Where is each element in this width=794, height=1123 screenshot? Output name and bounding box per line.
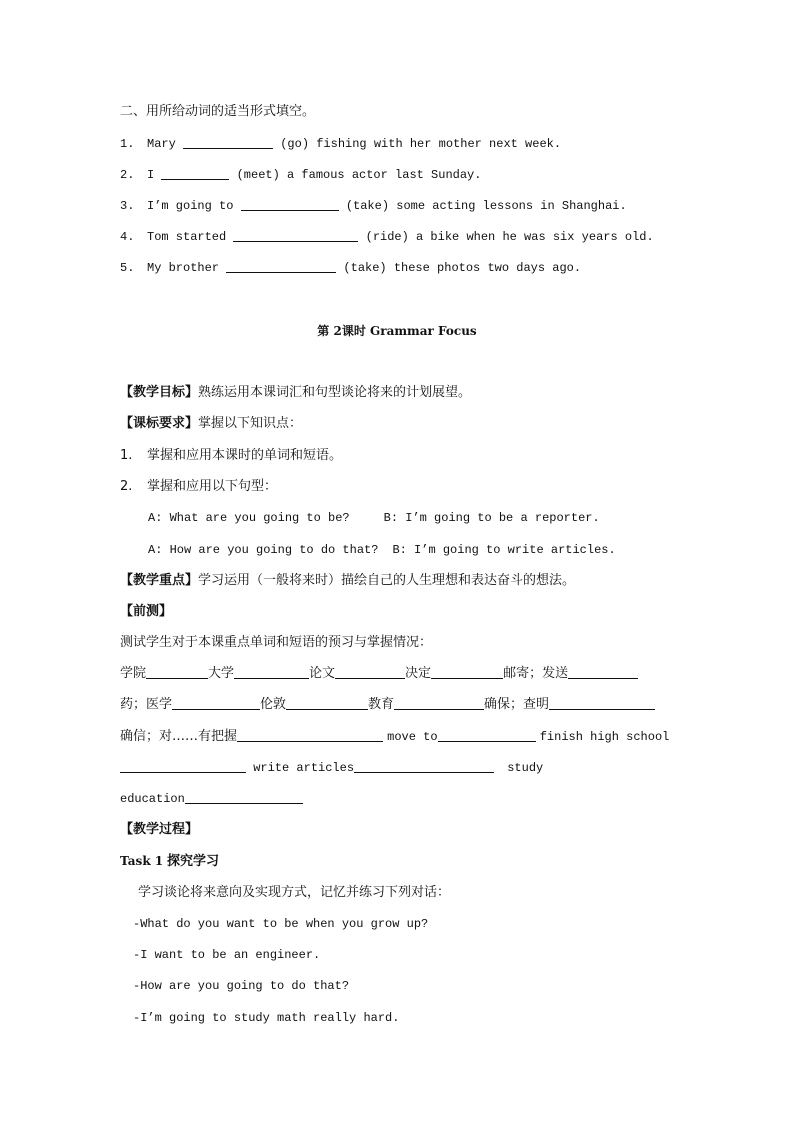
- dialog-line: -I’m going to study math really hard.: [133, 1011, 400, 1025]
- item-subject: I’m going to: [147, 199, 234, 213]
- item-number: 1.: [120, 448, 133, 463]
- vocab-term: 药；医学: [120, 697, 173, 712]
- answer-blank[interactable]: [146, 665, 208, 679]
- focus-label: 【教学重点】: [120, 573, 199, 588]
- vocab-term: finish high school: [539, 730, 670, 744]
- answer-blank[interactable]: [286, 696, 368, 710]
- item-number: 3.: [120, 199, 135, 213]
- goal-text: 熟练运用本课词汇和句型谈论将来的计划展望。: [198, 385, 472, 400]
- req-text: 掌握以下知识点：: [198, 416, 303, 431]
- process-label: 【教学过程】: [120, 822, 199, 837]
- task-title: 探究学习: [166, 854, 219, 869]
- dialog-line: -What do you want to be when you grow up?: [133, 917, 429, 931]
- answer-blank[interactable]: [438, 728, 536, 742]
- answer-blank[interactable]: [172, 696, 260, 710]
- vocab-term: 决定: [405, 666, 432, 681]
- item-number: 4.: [120, 230, 135, 244]
- answer-blank[interactable]: [233, 228, 358, 242]
- section-heading: 二、用所给动词的适当形式填空。: [120, 104, 316, 119]
- answer-blank[interactable]: [394, 696, 484, 710]
- vocab-term: 学院: [120, 666, 147, 681]
- answer-blank[interactable]: [120, 759, 246, 773]
- item-number: 5.: [120, 261, 135, 275]
- task1-intro: 学习谈论将来意向及实现方式，记忆并练习下列对话：: [138, 885, 451, 900]
- item-number: 2.: [120, 479, 133, 494]
- vocab-term: write articles: [253, 761, 355, 775]
- exercise-item: [120, 197, 627, 215]
- teaching-focus: [120, 572, 575, 590]
- item-number: 1.: [120, 137, 135, 151]
- item-subject: Mary: [147, 137, 176, 151]
- sentence-pattern: [148, 509, 600, 527]
- vocab-term: 教育: [368, 697, 395, 712]
- vocab-term: 伦敦: [260, 697, 287, 712]
- vocab-term: move to: [387, 730, 438, 744]
- vocab-term: education: [120, 792, 185, 806]
- vocab-row: [120, 665, 638, 683]
- dialog-line: -I want to be an engineer.: [133, 948, 321, 962]
- exercise-item: [120, 166, 481, 184]
- dialog-a: A: How are you going to do that?: [148, 543, 379, 557]
- answer-blank[interactable]: [335, 665, 405, 679]
- dialog-line: -How are you going to do that?: [133, 979, 350, 993]
- teaching-goal: [120, 384, 471, 402]
- dialog-b: B: I’m going to be a reporter.: [383, 511, 600, 525]
- item-prompt: (take) some acting lessons in Shanghai.: [345, 199, 627, 213]
- item-subject: I: [147, 168, 155, 182]
- vocab-term: 论文: [309, 666, 336, 681]
- goal-label: 【教学目标】: [120, 385, 199, 400]
- item-prompt: (take) these photos two days ago.: [343, 261, 582, 275]
- item-prompt: (ride) a bike when he was six years old.: [365, 230, 654, 244]
- pretest-label: 【前测】: [120, 604, 173, 619]
- task1-heading: [120, 852, 219, 871]
- item-prompt: (go) fishing with her mother next week.: [280, 137, 562, 151]
- vocab-term: 邮寄；发送: [503, 666, 569, 681]
- vocab-term: 确保；查明: [484, 697, 550, 712]
- item-text: 掌握和应用以下句型：: [147, 479, 278, 494]
- answer-blank[interactable]: [568, 665, 638, 679]
- vocab-row: [120, 696, 655, 714]
- answer-blank[interactable]: [354, 759, 494, 773]
- item-prompt: (meet) a famous actor last Sunday.: [236, 168, 482, 182]
- vocab-row: [120, 759, 543, 777]
- item-number: 2.: [120, 168, 135, 182]
- answer-blank[interactable]: [161, 166, 229, 180]
- exercise-item: [120, 259, 581, 277]
- requirement-item: [120, 447, 342, 465]
- focus-text: 学习运用（一般将来时）描绘自己的人生理想和表达奋斗的想法。: [198, 573, 576, 588]
- exercise-item: [120, 228, 654, 246]
- answer-blank[interactable]: [237, 728, 383, 742]
- dialog-b: B: I’m going to write articles.: [392, 543, 616, 557]
- answer-blank[interactable]: [226, 259, 336, 273]
- dialog-a: A: What are you going to be?: [148, 511, 350, 525]
- item-text: 掌握和应用本课时的单词和短语。: [147, 448, 343, 463]
- vocab-row: [120, 790, 303, 808]
- pretest-intro: 测试学生对于本课重点单词和短语的预习与掌握情况：: [120, 635, 433, 650]
- answer-blank[interactable]: [183, 135, 273, 149]
- vocab-term: 确信；对……有把握: [120, 729, 238, 744]
- item-subject: My brother: [147, 261, 220, 275]
- lesson-title: 第 2课时 Grammar Focus: [317, 324, 477, 338]
- answer-blank[interactable]: [549, 696, 655, 710]
- sentence-pattern: [148, 541, 616, 559]
- curriculum-requirement: [120, 415, 302, 433]
- vocab-term: study: [507, 761, 544, 775]
- requirement-item: [120, 478, 277, 496]
- vocab-row: [120, 728, 669, 746]
- answer-blank[interactable]: [241, 197, 339, 211]
- answer-blank[interactable]: [431, 665, 503, 679]
- task-label: Task 1: [120, 854, 164, 868]
- vocab-term: 大学: [208, 666, 235, 681]
- req-label: 【课标要求】: [120, 416, 199, 431]
- answer-blank[interactable]: [185, 790, 303, 804]
- item-subject: Tom started: [147, 230, 227, 244]
- exercise-item: [120, 135, 561, 153]
- answer-blank[interactable]: [234, 665, 309, 679]
